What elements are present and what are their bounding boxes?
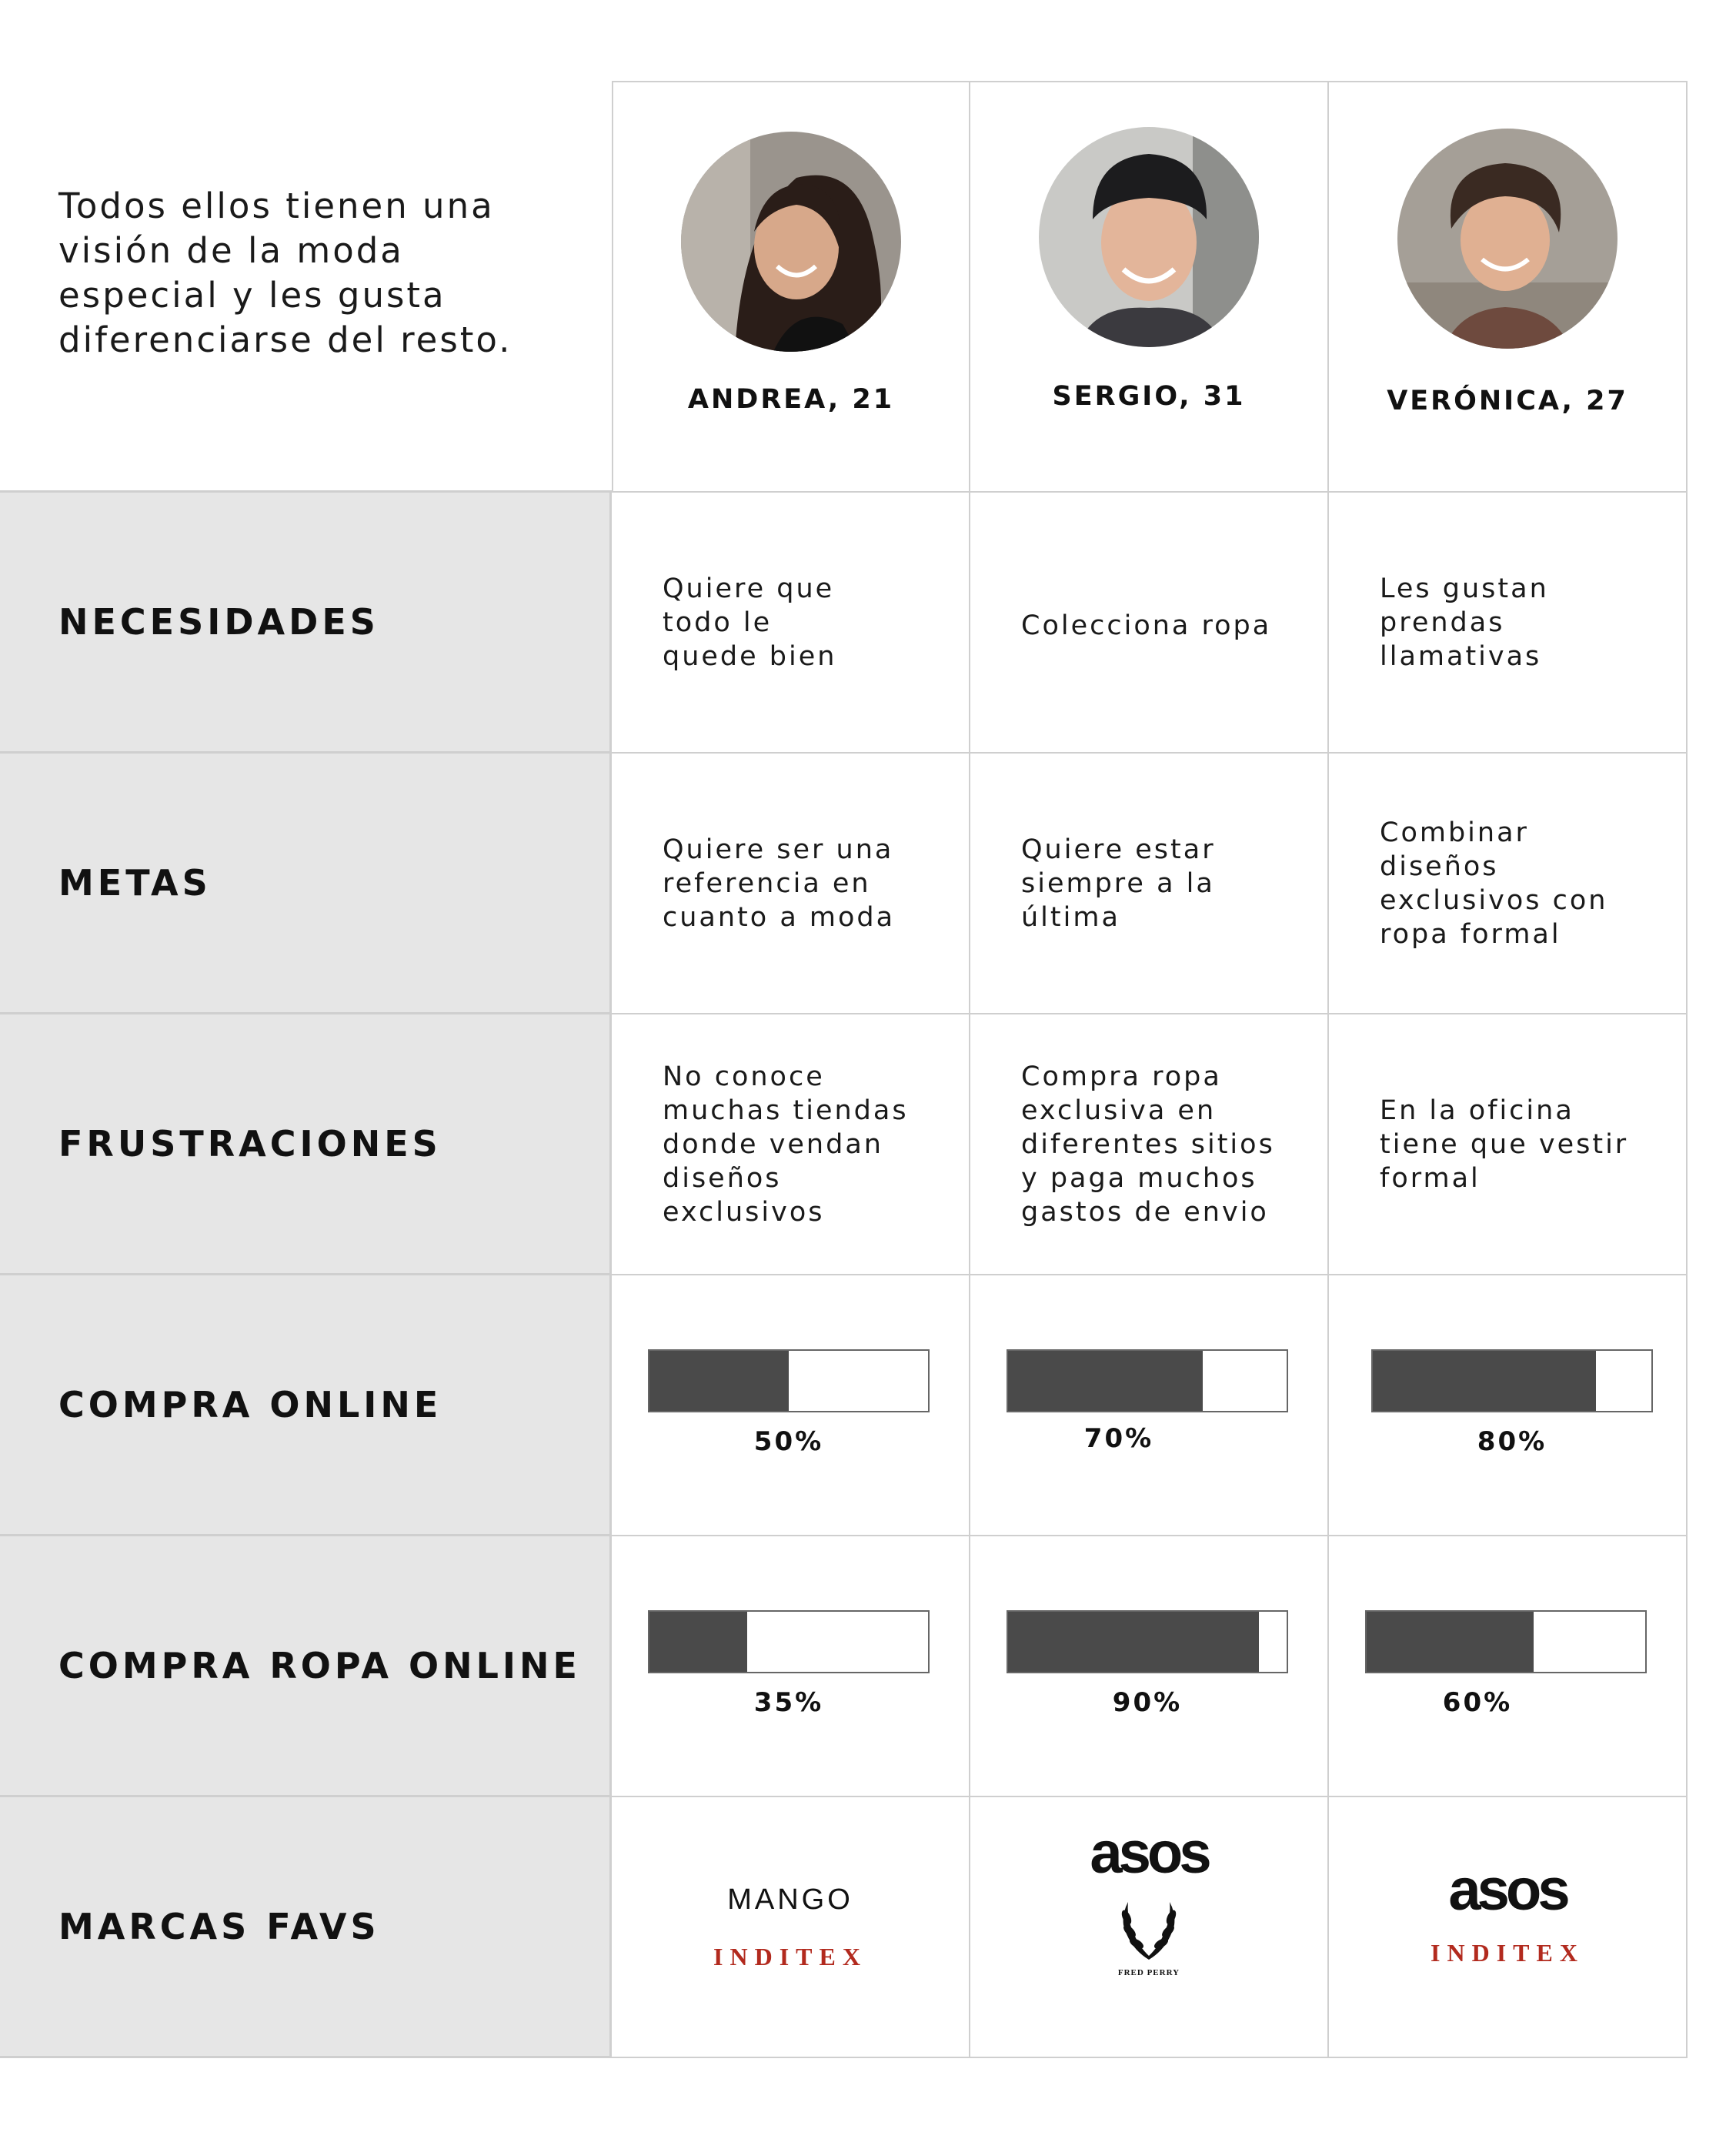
cell-text: Quiere que todo le quede bien bbox=[663, 573, 837, 672]
avatar-andrea bbox=[681, 132, 901, 352]
row-label-frustraciones bbox=[0, 1014, 612, 1275]
asos-logo: asos bbox=[1090, 1820, 1208, 1886]
necesidades-veronica bbox=[1329, 493, 1688, 754]
cell-text: Compra ropa exclusiva en diferentes sitios y paga muchos gastos de envio bbox=[1021, 1061, 1275, 1228]
persona-sergio bbox=[970, 81, 1329, 493]
progress-bar-fill bbox=[1367, 1612, 1534, 1672]
progress-bar bbox=[648, 1610, 930, 1673]
progress-bar-fill bbox=[1373, 1351, 1596, 1411]
row-label-compra-online bbox=[0, 1275, 612, 1536]
row-label-text: COMPRA ONLINE bbox=[58, 1384, 442, 1425]
progress-bar-fill bbox=[1008, 1612, 1259, 1672]
mango-logo: MANGO bbox=[727, 1883, 853, 1916]
persona-andrea bbox=[612, 81, 970, 493]
intro-text: Todos ellos tienen una visión de la moda especial y les gusta diferenciarse del resto. bbox=[58, 185, 512, 360]
compra-ropa-veronica bbox=[1329, 1536, 1688, 1797]
marcas-sergio bbox=[970, 1797, 1329, 2058]
cell-text: En la oficina tiene que vestir formal bbox=[1380, 1095, 1629, 1194]
frustraciones-andrea bbox=[612, 1014, 970, 1275]
necesidades-andrea bbox=[612, 493, 970, 754]
progress-label: 50% bbox=[753, 1426, 824, 1457]
fred-perry-text: FRED PERRY bbox=[1117, 1968, 1180, 1977]
persona-comparison-table bbox=[0, 81, 1688, 2058]
inditex-logo: INDITEX bbox=[713, 1942, 867, 1970]
marcas-andrea bbox=[612, 1797, 970, 2058]
progress-bar bbox=[1007, 1349, 1288, 1412]
progress-label: 70% bbox=[1083, 1423, 1154, 1454]
compra-online-andrea bbox=[612, 1275, 970, 1536]
progress-bar bbox=[1371, 1349, 1653, 1412]
asos-logo: asos bbox=[1448, 1857, 1567, 1923]
compra-online-veronica bbox=[1329, 1275, 1688, 1536]
persona-name: SERGIO, 31 bbox=[1052, 381, 1246, 412]
progress-bar bbox=[648, 1349, 930, 1412]
persona-name: ANDREA, 21 bbox=[687, 384, 895, 415]
row-label-text: MARCAS FAVS bbox=[58, 1906, 380, 1947]
metas-sergio bbox=[970, 754, 1329, 1014]
compra-online-sergio bbox=[970, 1275, 1329, 1536]
progress-bar bbox=[1365, 1610, 1647, 1673]
row-label-text: METAS bbox=[58, 862, 212, 904]
persona-veronica bbox=[1329, 81, 1688, 493]
row-label-necesidades bbox=[0, 493, 612, 754]
cell-text: Quiere estar siempre a la última bbox=[1021, 834, 1216, 933]
row-label-text: COMPRA ROPA ONLINE bbox=[58, 1645, 581, 1686]
intro-cell bbox=[0, 81, 612, 493]
cell-text: No conoce muchas tiendas donde vendan diseños exclusivos bbox=[663, 1061, 909, 1228]
row-label-text: FRUSTRACIONES bbox=[58, 1123, 442, 1165]
metas-andrea bbox=[612, 754, 970, 1014]
progress-label: 35% bbox=[753, 1687, 824, 1718]
cell-text: Combinar diseños exclusivos con ropa formal bbox=[1380, 817, 1608, 950]
frustraciones-sergio bbox=[970, 1014, 1329, 1275]
necesidades-sergio bbox=[970, 493, 1329, 754]
row-label-compra-ropa-online bbox=[0, 1536, 612, 1797]
row-label-metas bbox=[0, 754, 612, 1014]
frustraciones-veronica bbox=[1329, 1014, 1688, 1275]
cell-text: Les gustan prendas llamativas bbox=[1380, 573, 1549, 672]
inditex-logo: INDITEX bbox=[1431, 1939, 1584, 1967]
marcas-veronica bbox=[1329, 1797, 1688, 2058]
compra-ropa-sergio bbox=[970, 1536, 1329, 1797]
progress-label: 80% bbox=[1477, 1426, 1547, 1457]
progress-bar-fill bbox=[649, 1612, 747, 1672]
compra-ropa-andrea bbox=[612, 1536, 970, 1797]
progress-bar-fill bbox=[649, 1351, 789, 1411]
avatar-sergio bbox=[1039, 127, 1259, 347]
progress-bar bbox=[1007, 1610, 1288, 1673]
progress-label: 90% bbox=[1112, 1687, 1183, 1718]
metas-veronica bbox=[1329, 754, 1688, 1014]
persona-name: VERÓNICA, 27 bbox=[1387, 386, 1628, 416]
progress-label: 60% bbox=[1442, 1687, 1513, 1718]
fred-perry-logo bbox=[1114, 1894, 1183, 1977]
progress-bar-fill bbox=[1008, 1351, 1203, 1411]
cell-text: Quiere ser una referencia en cuanto a moda bbox=[663, 834, 896, 933]
row-label-marcas-favs bbox=[0, 1797, 612, 2058]
avatar-veronica bbox=[1397, 129, 1617, 349]
laurel-wreath-icon bbox=[1114, 1894, 1183, 1964]
row-label-text: NECESIDADES bbox=[58, 601, 379, 643]
cell-text: Colecciona ropa bbox=[1021, 610, 1272, 641]
